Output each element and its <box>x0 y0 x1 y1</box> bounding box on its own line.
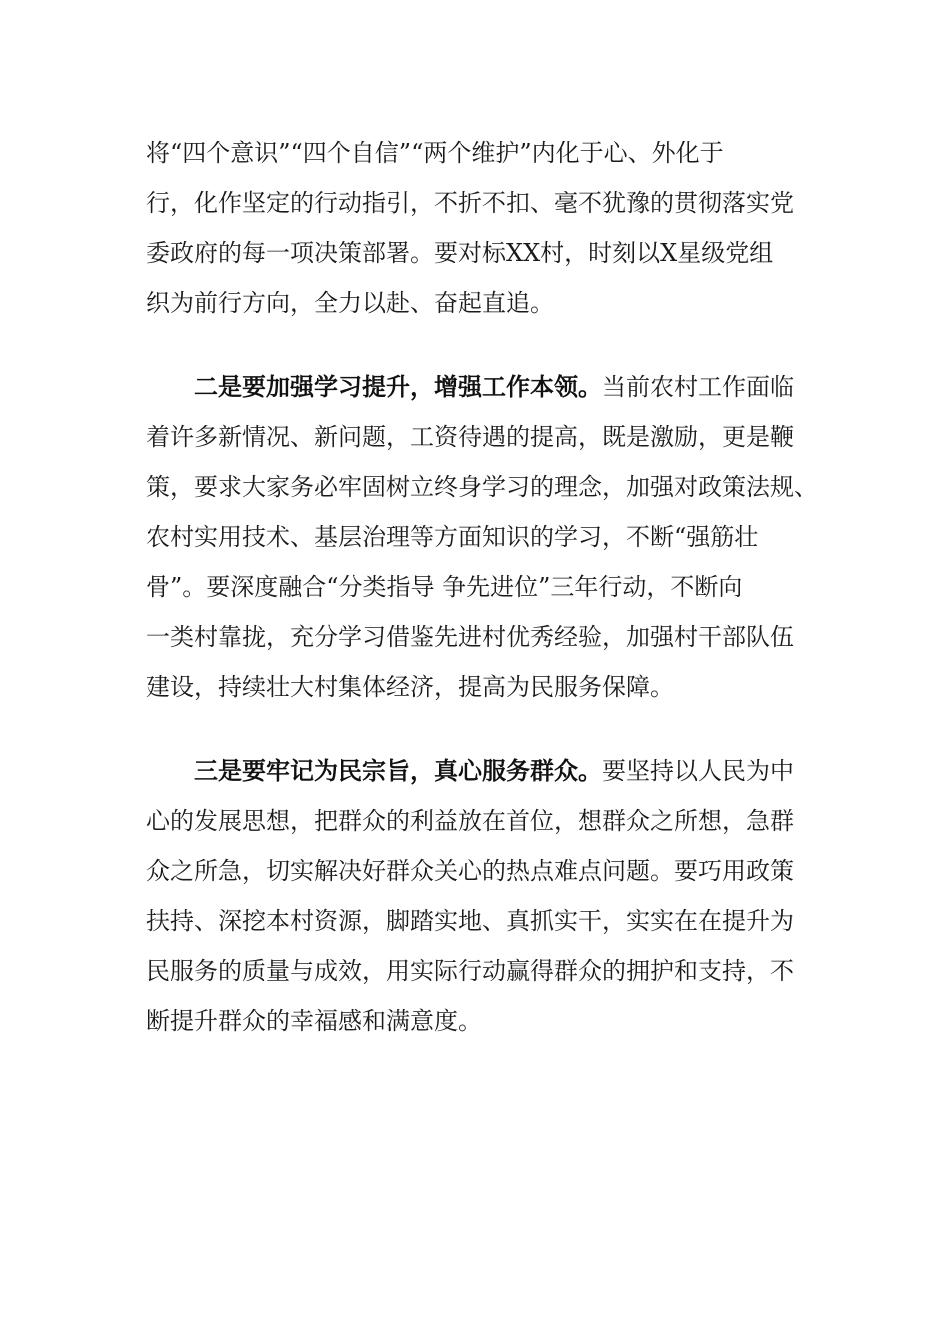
paragraph-1-line: 委政府的每一项决策部署。要对标XX村，时刻以X星级党组 <box>146 239 774 267</box>
paragraph-2-line: 策，要求大家务必牢固树立终身学习的理念，加强对政策法规、 <box>146 473 818 501</box>
paragraph-2-first-line-text: 当前农村工作面临 <box>602 373 794 401</box>
paragraph-2-line: 一类村靠拢，充分学习借鉴先进村优秀经验，加强村干部队伍 <box>146 623 794 651</box>
paragraph-2-heading: 二是要加强学习提升，增强工作本领。 <box>194 372 602 401</box>
paragraph-3 <box>146 746 836 1046</box>
paragraph-3-first-line-text: 要坚持以人民为中 <box>602 757 794 785</box>
paragraph-3-line: 众之所急，切实解决好群众关心的热点难点问题。要巧用政策 <box>146 857 794 885</box>
paragraph-2 <box>146 362 836 712</box>
paragraph-1 <box>146 128 836 328</box>
paragraph-2-line: 着许多新情况、新问题，工资待遇的提高，既是激励，更是鞭 <box>146 423 794 451</box>
paragraph-2-line: 建设，持续壮大村集体经济，提高为民服务保障。 <box>146 673 674 701</box>
paragraph-2-line: 骨”。要深度融合“分类指导 争先进位”三年行动，不断向 <box>146 573 743 601</box>
paragraph-3-heading: 三是要牢记为民宗旨，真心服务群众。 <box>194 756 602 785</box>
paragraph-3-first-line <box>146 746 836 796</box>
paragraph-3-line: 民服务的质量与成效，用实际行动赢得群众的拥护和支持，不 <box>146 957 794 985</box>
paragraph-3-line: 断提升群众的幸福感和满意度。 <box>146 1007 482 1035</box>
paragraph-3-line: 扶持、深挖本村资源，脚踏实地、真抓实干，实实在在提升为 <box>146 907 794 935</box>
paragraph-3-line: 心的发展思想，把群众的利益放在首位，想群众之所想，急群 <box>146 807 794 835</box>
paragraph-2-line: 农村实用技术、基层治理等方面知识的学习，不断“强筋壮 <box>146 523 759 551</box>
paragraph-1-line: 将“四个意识”“四个自信”“两个维护”内化于心、外化于 <box>146 139 724 167</box>
paragraph-2-first-line <box>146 362 836 412</box>
paragraph-1-line: 织为前行方向，全力以赴、奋起直追。 <box>146 289 554 317</box>
paragraph-1-line: 行，化作坚定的行动指引，不折不扣、毫不犹豫的贯彻落实党 <box>146 189 794 217</box>
